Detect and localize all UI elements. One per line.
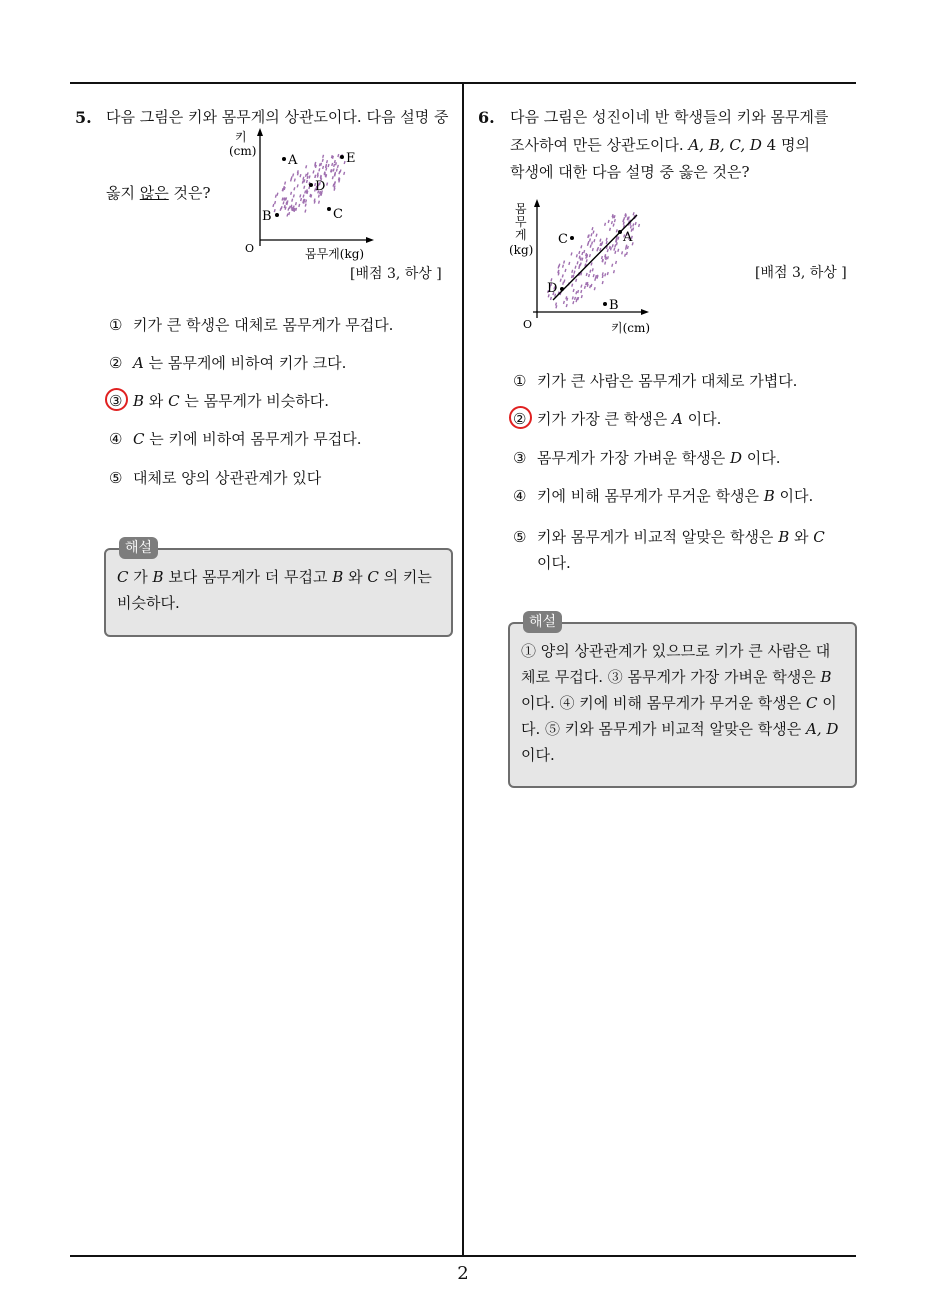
- scatter-dash: [287, 213, 288, 216]
- q6-scatter-graph: [505, 198, 655, 338]
- scatter-dash: [338, 154, 339, 157]
- explanation-line2: 체로 무겁다. ③ 몸무게가 가장 가벼운 학생은 B: [521, 668, 832, 686]
- scatter-dash: [293, 174, 294, 177]
- scatter-dash: [305, 190, 306, 193]
- scatter-dash: [622, 251, 623, 254]
- scatter-dash: [605, 256, 606, 259]
- scatter-dash: [605, 223, 606, 226]
- scatter-dash: [623, 219, 624, 222]
- explanation-line3: 이다. ④ 키에 비해 몸무게가 무거운 학생은 C 이: [521, 694, 837, 712]
- scatter-dash: [613, 224, 614, 227]
- scatter-dash: [602, 259, 603, 262]
- point-e: [340, 155, 344, 159]
- scatter-dash: [575, 297, 576, 300]
- scatter-dash: [571, 252, 572, 255]
- scatter-dash: [584, 250, 585, 253]
- scatter-dash: [607, 249, 608, 252]
- scatter-dash: [336, 169, 337, 172]
- scatter-dash: [305, 210, 306, 213]
- scatter-dash: [559, 264, 560, 267]
- scatter-dash: [618, 249, 619, 252]
- scatter-dash: [594, 287, 595, 290]
- scatter-dash: [581, 295, 582, 298]
- scatter-dash: [573, 301, 574, 304]
- scatter-dash: [626, 252, 627, 255]
- scatter-dash: [297, 170, 298, 173]
- y-axis-label-1: 몸: [515, 202, 527, 216]
- question-text-line1: 다음 그림은 키와 몸무게의 상관도이다. 다음 설명 중: [106, 108, 449, 126]
- question-text-line2: 옳지 않은 것은?: [106, 184, 211, 202]
- scatter-dash: [572, 296, 573, 299]
- scatter-dash: [593, 274, 594, 277]
- scatter-dash: [633, 228, 634, 231]
- scatter-dash: [560, 279, 561, 282]
- scatter-dash: [336, 162, 337, 165]
- explanation-line1: ① 양의 상관관계가 있으므로 키가 큰 사람은 대: [521, 642, 831, 660]
- y-axis-label: 키: [235, 130, 247, 144]
- scatter-dash: [572, 270, 573, 273]
- point-b-label: B: [262, 209, 272, 224]
- scatter-dash: [616, 261, 617, 264]
- choice-5[interactable]: ⑤ 대체로 양의 상관관계가 있다: [109, 469, 322, 487]
- scatter-dash: [591, 284, 592, 287]
- answer-circle-mark: [509, 406, 532, 429]
- scatter-dash: [577, 261, 578, 264]
- scatter-dash: [304, 186, 305, 189]
- point-d: [560, 287, 564, 291]
- scatter-dash: [282, 198, 283, 201]
- scatter-dash: [589, 274, 590, 277]
- scatter-dash: [625, 254, 626, 257]
- point-e-label: E: [346, 151, 356, 166]
- scatter-dash: [607, 256, 608, 259]
- scatter-dash: [319, 168, 320, 171]
- score-label: [배점 3, 하상 ]: [350, 266, 442, 282]
- scatter-dash: [292, 207, 293, 210]
- scatter-dash: [579, 264, 580, 267]
- scatter-dash: [566, 296, 567, 299]
- scatter-dash: [309, 176, 310, 179]
- scatter-dash: [324, 172, 325, 175]
- x-axis-arrow: [641, 309, 649, 315]
- point-b: [275, 213, 279, 217]
- scatter-dash: [592, 242, 593, 245]
- point-c: [327, 207, 331, 211]
- scatter-dash: [635, 222, 636, 225]
- y-axis-arrow: [534, 199, 540, 207]
- scatter-dash: [339, 178, 340, 181]
- scatter-dash: [627, 217, 628, 220]
- point-b-label: B: [609, 298, 619, 313]
- scatter-dash: [602, 256, 603, 259]
- question-number: 6.: [478, 108, 495, 127]
- scatter-dash: [633, 212, 634, 215]
- scatter-dash: [325, 174, 326, 177]
- scatter-dash: [607, 272, 608, 275]
- scatter-dash: [334, 160, 335, 163]
- point-c-label: C: [333, 207, 343, 222]
- scatter-dash: [563, 265, 564, 268]
- scatter-dash: [606, 241, 607, 244]
- scatter-dash: [285, 182, 286, 185]
- scatter-dash: [323, 155, 324, 158]
- scatter-dash: [333, 169, 334, 172]
- scatter-dash: [344, 161, 345, 164]
- choice-4[interactable]: ④ C 는 키에 비하여 몸무게가 무겁다.: [109, 430, 362, 448]
- question-text-line3: 학생에 대한 다음 설명 중 옳은 것은?: [510, 163, 750, 181]
- scatter-dash: [609, 246, 610, 249]
- scatter-dash: [596, 275, 597, 278]
- scatter-dash: [558, 270, 559, 273]
- scatter-dash: [301, 198, 302, 201]
- scatter-dash: [334, 164, 335, 167]
- scatter-dash: [291, 192, 292, 195]
- explanation-line1: C 가 B 보다 몸무게가 더 무겁고 B 와 C 의 키는: [117, 568, 432, 586]
- point-d: [309, 183, 313, 187]
- scatter-dash: [580, 257, 581, 260]
- scatter-dash: [611, 247, 612, 250]
- scatter-dash: [576, 299, 577, 302]
- scatter-dash: [593, 231, 594, 234]
- x-axis-label: 몸무게(kg): [305, 247, 365, 261]
- scatter-dash: [321, 163, 322, 166]
- scatter-dash: [309, 186, 310, 189]
- scatter-dash: [564, 301, 565, 304]
- explanation-line2: 비슷하다.: [117, 594, 180, 612]
- scatter-dash: [574, 271, 575, 274]
- scatter-dash: [601, 243, 602, 246]
- y-axis-label-2: 무: [515, 215, 527, 229]
- scatter-dash: [318, 195, 319, 198]
- scatter-dash: [332, 163, 333, 166]
- bottom-rule: [70, 1255, 856, 1257]
- scatter-dash: [578, 290, 579, 293]
- choice-1[interactable]: ① 키가 큰 사람은 몸무게가 대체로 가볍다.: [513, 372, 798, 390]
- x-axis-arrow: [366, 237, 374, 243]
- scatter-dash: [579, 251, 580, 254]
- scatter-dash: [615, 244, 616, 247]
- explanation-box: [508, 622, 857, 788]
- scatter-dash: [602, 281, 603, 284]
- scatter-dash: [586, 273, 587, 276]
- scatter-dash: [605, 262, 606, 265]
- scatter-dash: [334, 185, 335, 188]
- choice-5[interactable]: ⑤ 키와 몸무게가 비교적 알맞은 학생은 B 와 C 이다.: [513, 528, 825, 572]
- scatter-dash: [275, 195, 276, 198]
- column-divider: [462, 82, 464, 1256]
- y-axis-label-3: 게: [515, 228, 527, 242]
- choice-3[interactable]: ③ 몸무게가 가장 가벼운 학생은 D 이다.: [513, 449, 781, 467]
- scatter-dash: [299, 204, 300, 207]
- scatter-dash: [579, 256, 580, 259]
- scatter-dash: [600, 239, 601, 242]
- scatter-dash: [598, 247, 599, 250]
- scatter-dash: [614, 270, 615, 273]
- scatter-dash: [331, 169, 332, 172]
- scatter-dash: [333, 156, 334, 159]
- scatter-dash: [322, 159, 323, 162]
- scatter-dash: [590, 270, 591, 273]
- scatter-dash: [569, 262, 570, 265]
- scatter-dash: [580, 263, 581, 266]
- scatter-dash: [633, 223, 634, 226]
- scatter-dash: [602, 272, 603, 275]
- scatter-dash: [564, 280, 565, 283]
- scatter-dash: [317, 173, 318, 176]
- scatter-dash: [578, 297, 579, 300]
- scatter-dash: [556, 305, 557, 308]
- answer-circle-mark: [105, 388, 128, 411]
- scatter-dash: [310, 194, 311, 197]
- scatter-dash: [590, 245, 591, 248]
- scatter-dash: [277, 193, 278, 196]
- scatter-dash: [597, 275, 598, 278]
- scatter-dash: [573, 275, 574, 278]
- scatter-dash: [335, 181, 336, 184]
- scatter-dash: [627, 246, 628, 249]
- scatter-dash: [307, 172, 308, 175]
- scatter-dash: [300, 174, 301, 177]
- scatter-dash: [581, 272, 582, 275]
- scatter-dash: [306, 200, 307, 203]
- scatter-dash: [588, 234, 589, 237]
- explanation-box: [104, 548, 453, 637]
- scatter-dash: [576, 254, 577, 257]
- explanation-tag: 해설: [119, 537, 158, 559]
- q5-scatter-graph: [225, 128, 375, 263]
- scatter-dash: [592, 268, 593, 271]
- score-label: [배점 3, 하상 ]: [755, 265, 847, 281]
- scatter-dash: [296, 202, 297, 205]
- x-axis-label: 키(cm): [611, 321, 651, 335]
- scatter-dash: [639, 224, 640, 227]
- scatter-dash: [285, 198, 286, 201]
- scatter-dash: [283, 188, 284, 191]
- scatter-dash: [334, 173, 335, 176]
- point-d-label: D: [315, 179, 326, 194]
- scatter-dash: [567, 298, 568, 301]
- scatter-dash: [319, 201, 320, 204]
- scatter-dash: [591, 262, 592, 265]
- scatter-dash: [291, 176, 292, 179]
- scatter-dash: [630, 225, 631, 228]
- scatter-dash: [582, 252, 583, 255]
- scatter-dash: [576, 279, 577, 282]
- scatter-dash: [296, 208, 297, 211]
- scatter-dash: [591, 233, 592, 236]
- scatter-dash: [586, 253, 587, 256]
- y-axis-unit: (kg): [509, 243, 534, 257]
- scatter-dash: [307, 176, 308, 179]
- question-text-line2: 조사하여 만든 상관도이다. A, B, C, D 4 명의: [510, 136, 810, 154]
- scatter-dash: [303, 177, 304, 180]
- scatter-dash: [556, 303, 557, 306]
- scatter-dash: [610, 228, 611, 231]
- point-a: [618, 230, 622, 234]
- scatter-dash: [284, 187, 285, 190]
- point-b: [603, 302, 607, 306]
- scatter-dash: [307, 180, 308, 183]
- scatter-dash: [306, 174, 307, 177]
- scatter-dash: [606, 238, 607, 241]
- y-axis-arrow: [257, 128, 263, 136]
- scatter-dash: [586, 259, 587, 262]
- scatter-dash: [581, 245, 582, 248]
- page-number: 2: [457, 1263, 469, 1284]
- scatter-dash: [294, 208, 295, 211]
- scatter-dash: [614, 248, 615, 251]
- scatter-dash: [303, 195, 304, 198]
- scatter-dash: [564, 261, 565, 264]
- scatter-dash: [626, 247, 627, 250]
- question-text-line1: 다음 그림은 성진이네 반 학생들의 키와 몸무게를: [510, 108, 829, 126]
- scatter-dash: [275, 201, 276, 204]
- point-d-label: D: [547, 281, 558, 296]
- scatter-dash: [572, 275, 573, 278]
- scatter-dash: [590, 238, 591, 241]
- scatter-dash: [581, 285, 582, 288]
- scatter-dash: [616, 229, 617, 232]
- y-axis-unit: (cm): [229, 144, 257, 158]
- scatter-dash: [618, 237, 619, 240]
- choice-4[interactable]: ④ 키에 비해 몸무게가 무거운 학생은 B 이다.: [513, 487, 814, 505]
- choice-3[interactable]: ③ B 와 C 는 몸무게가 비슷하다.: [109, 392, 330, 410]
- scatter-dash: [306, 189, 307, 192]
- scatter-dash: [293, 206, 294, 209]
- scatter-dash: [280, 208, 281, 211]
- scatter-dash: [605, 273, 606, 276]
- scatter-dash: [304, 199, 305, 202]
- scatter-dash: [614, 215, 615, 218]
- scatter-dash: [592, 248, 593, 251]
- scatter-dash: [596, 234, 597, 237]
- point-c-label: C: [558, 232, 568, 247]
- scatter-dash: [328, 164, 329, 167]
- scatter-dash: [587, 255, 588, 258]
- scatter-dash: [315, 162, 316, 165]
- scatter-dash: [314, 199, 315, 202]
- scatter-dash: [615, 251, 616, 254]
- scatter-dash: [595, 278, 596, 281]
- scatter-dash: [612, 214, 613, 217]
- scatter-dash: [565, 269, 566, 272]
- scatter-dash: [344, 172, 345, 175]
- scatter-dash: [612, 244, 613, 247]
- scatter-dash: [289, 206, 290, 209]
- scatter-dash: [292, 199, 293, 202]
- scatter-dash: [614, 219, 615, 222]
- scatter-dash: [339, 171, 340, 174]
- point-a-label: A: [623, 230, 633, 245]
- scatter-dash: [313, 170, 314, 173]
- scatter-dash: [297, 184, 298, 187]
- scatter-dash: [575, 266, 576, 269]
- scatter-dash: [582, 258, 583, 261]
- origin-label: O: [245, 242, 255, 255]
- scatter-dash: [315, 175, 316, 178]
- choice-2[interactable]: ② 키가 가장 큰 학생은 A 이다.: [513, 410, 722, 428]
- scatter-dash: [327, 183, 328, 186]
- scatter-dash: [319, 163, 320, 166]
- scatter-dash: [293, 194, 294, 197]
- scatter-dash: [590, 254, 591, 257]
- scatter-dash: [592, 227, 593, 230]
- scatter-dash: [562, 274, 563, 277]
- scatter-dash: [273, 204, 274, 207]
- scatter-dash: [612, 221, 613, 224]
- point-a: [282, 157, 286, 161]
- scatter-dash: [572, 284, 573, 287]
- scatter-dash: [625, 214, 626, 217]
- emphasis-underline: 않은: [139, 184, 169, 202]
- scatter-dash: [576, 291, 577, 294]
- scatter-dash: [284, 205, 285, 208]
- scatter-dash: [305, 204, 306, 207]
- scatter-dash: [566, 304, 567, 307]
- scatter-dash: [283, 201, 284, 204]
- scatter-dash: [302, 181, 303, 184]
- scatter-dash: [326, 164, 327, 167]
- scatter-dash: [600, 248, 601, 251]
- scatter-dash: [306, 165, 307, 168]
- origin-label: O: [523, 318, 533, 331]
- scatter-dash: [274, 209, 275, 212]
- scatter-dash: [289, 212, 290, 215]
- explanation-line4: 다. ⑤ 키와 몸무게가 비교적 알맞은 학생은 A, D: [521, 720, 839, 738]
- scatter-dash: [587, 284, 588, 287]
- scatter-dash: [337, 165, 338, 168]
- scatter-dash: [586, 282, 587, 285]
- scatter-dash: [323, 166, 324, 169]
- scatter-dash: [608, 220, 609, 223]
- scatter-dash: [573, 289, 574, 292]
- point-a-label: A: [288, 153, 298, 168]
- scatter-dash: [294, 187, 295, 190]
- choice-2[interactable]: ② A 는 몸무게에 비하여 키가 크다.: [109, 354, 347, 372]
- scatter-dash: [288, 208, 289, 211]
- explanation-tag: 해설: [523, 611, 562, 633]
- point-c: [570, 236, 574, 240]
- scatter-dash: [612, 264, 613, 267]
- scatter-dash: [287, 200, 288, 203]
- scatter-dash: [333, 184, 334, 187]
- question-number: 5.: [75, 108, 92, 127]
- scatter-dash: [332, 176, 333, 179]
- scatter-dash: [551, 297, 552, 300]
- explanation-line5: 이다.: [521, 746, 555, 764]
- scatter-dash: [594, 239, 595, 242]
- scatter-dash: [581, 290, 582, 293]
- scatter-dash: [616, 242, 617, 245]
- choice-1[interactable]: ① 키가 큰 학생은 대체로 몸무게가 무겁다.: [109, 316, 394, 334]
- scatter-dash: [300, 194, 301, 197]
- scatter-dash: [285, 207, 286, 210]
- scatter-dash: [584, 286, 585, 289]
- scatter-dash: [294, 179, 295, 182]
- scatter-dash: [327, 160, 328, 163]
- scatter-dash: [588, 241, 589, 244]
